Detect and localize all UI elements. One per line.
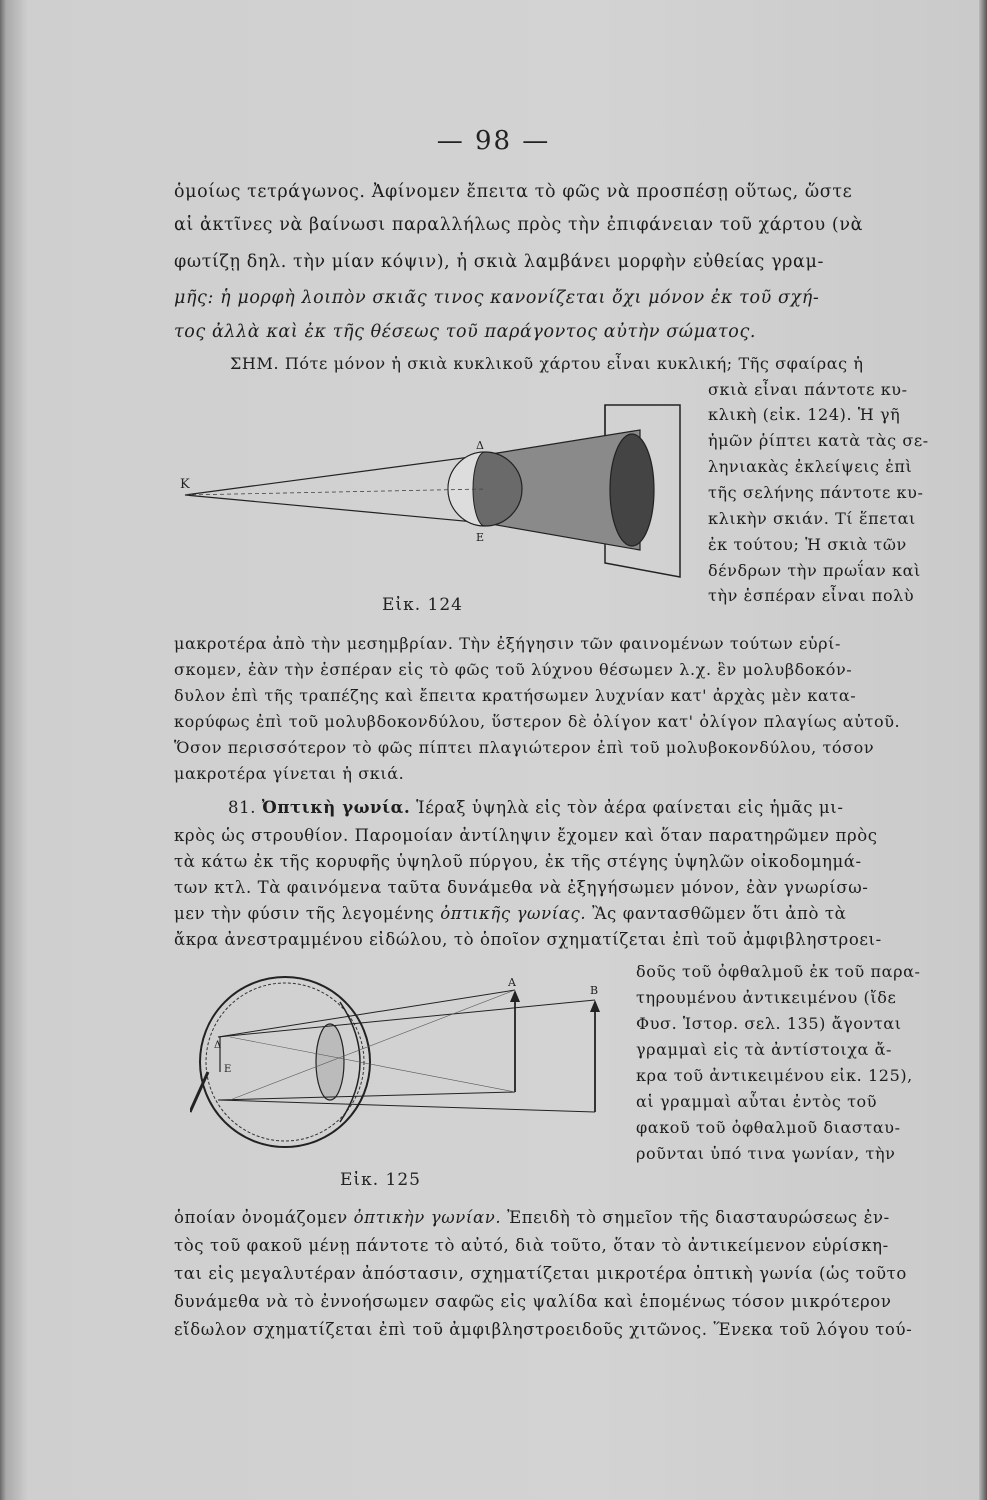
section-81-first-line <box>228 798 844 817</box>
note-side-line: ἐκ τούτου; Ἡ σκιὰ τῶν <box>708 535 907 554</box>
text-line: κρὸς ὡς στρουθίον. Παρομοίαν ἀντίληψιν ἔχομεν καὶ ὅταν παρατηρῶμεν πρὸς <box>174 826 878 845</box>
figure-124-caption: Εἰκ. 124 <box>382 595 463 615</box>
text-line: εἴδωλον σχηματίζεται ἐπὶ τοῦ ἀμφιβληστροειδοῦς χιτῶνος. Ἕνεκα τοῦ λόγου τού- <box>174 1320 913 1339</box>
text-segment: Ἂς φαντασθῶμεν ὅτι ἀπὸ τὰ <box>592 904 847 923</box>
text-line: ται εἰς μεγαλυτέραν ἀπόστασιν, σχηματίζεται μικροτέρα ὀπτικὴ γωνία (ὡς τοῦτο <box>174 1264 907 1283</box>
note-line: Ὅσον περισσότερον τὸ φῶς πίπτει πλαγιώτερον ἐπὶ τοῦ μολυβοκονδύλου, τόσον <box>174 738 875 757</box>
text-line: των κτλ. Τὰ φαινόμενα ταῦτα δυνάμεθα νὰ ἐξηγήσωμεν μόνον, ἐὰν γνωρίσω- <box>174 878 869 897</box>
label-b: Β <box>590 984 599 997</box>
text-segment: μεν τὴν φύσιν τῆς λεγομένης <box>174 904 435 923</box>
figure-125-caption: Εἰκ. 125 <box>340 1170 421 1190</box>
text-segment: Ἐπειδὴ τὸ σημεῖον τῆς διασταυρώσεως ἐν- <box>507 1208 890 1227</box>
text-line: δυνάμεθα νὰ τὸ ἐννοήσωμεν σαφῶς εἰς ψαλίδα καὶ ἑπομένως τόσον μικρότερον <box>174 1292 892 1311</box>
fig-side-line: τηρουμένου ἀντικειμένου (ἴδε <box>636 988 897 1007</box>
note-side-line: σκιὰ εἶναι πάντοτε κυ- <box>708 380 908 399</box>
section-number: 81. <box>228 798 257 817</box>
note-side-line: τὴν ἑσπέραν εἶναι πολὺ <box>708 586 915 605</box>
text-line: μῆς: ἡ μορφὴ λοιπὸν σκιᾶς τινος κανονίζεται ὄχι μόνον ἐκ τοῦ σχή- <box>174 288 820 308</box>
label-e: Ε <box>224 1064 232 1075</box>
note-line: κορύφως ἐπὶ τοῦ μολυβδοκονδύλου, ὕστερον δὲ ὀλίγον κατ' ὀλίγον πλαγίως αὐτοῦ. <box>174 712 901 731</box>
text-line: τὰ κάτω ἐκ τῆς κορυφῆς ὑψηλοῦ πύργου, ἐκ τῆς στέγης ὑψηλῶν οἰκοδομημά- <box>174 852 862 871</box>
fig-side-line: φακοῦ τοῦ ὀφθαλμοῦ διασταυ- <box>636 1118 901 1137</box>
italic-term: ὀπτικῆς γωνίας. <box>440 904 587 923</box>
label-a: Α <box>508 976 516 989</box>
light-cone <box>185 455 485 523</box>
figure-124 <box>180 395 690 585</box>
note-side-line: δένδρων τὴν πρωΐαν καὶ <box>708 561 921 580</box>
note-line: ΣΗΜ. Πότε μόνον ἡ σκιὰ κυκλικοῦ χάρτου εἶναι κυκλική; Τῆς σφαίρας ἡ <box>230 354 864 373</box>
note-side-line: κλικὴ (εἰκ. 124). Ἡ γῆ <box>708 405 901 424</box>
note-side-line: ἡμῶν ῥίπτει κατὰ τὰς σε- <box>708 431 929 450</box>
fig-side-line: γραμμαὶ εἰς τὰ ἀντίστοιχα ἄ- <box>636 1040 893 1059</box>
text-line: τος ἀλλὰ καὶ ἐκ τῆς θέσεως τοῦ παράγοντος αὐτὴν σώματος. <box>174 322 757 342</box>
note-line: μακροτέρα γίνεται ἡ σκιά. <box>174 764 405 783</box>
fig-side-line: αἱ γραμμαὶ αὗται ἐντὸς τοῦ <box>636 1092 878 1111</box>
lens-icon <box>316 1024 344 1100</box>
section-title: Ὀπτικὴ γωνία. <box>261 798 411 817</box>
fig-side-line: κρα τοῦ ἀντικειμένου εἰκ. 125), <box>636 1066 913 1085</box>
shadow-disc <box>610 434 654 546</box>
label-e: Ε <box>476 531 485 544</box>
fig-side-line: ροῦνται ὑπό τινα γωνίαν, τὴν <box>636 1144 896 1163</box>
text-line: αἱ ἀκτῖνες νὰ βαίνωσι παραλλήλως πρὸς τὴν ἐπιφάνειαν τοῦ χάρτου (νὰ <box>174 215 864 235</box>
note-line: μακροτέρα ἀπὸ τὴν μεσημβρίαν. Τὴν ἐξήγησιν τῶν φαινομένων τούτων εὑρί- <box>174 634 842 653</box>
note-line: δυλον ἐπὶ τῆς τραπέζης καὶ ἔπειτα κρατήσωμεν λυχνίαν κατ' ἀρχὰς μὲν κατα- <box>174 686 857 705</box>
label-d: Δ <box>214 1040 222 1051</box>
text-segment: ὁποίαν ὀνομάζομεν <box>174 1208 348 1227</box>
fig-side-line: δοῦς τοῦ ὀφθαλμοῦ ἐκ τοῦ παρα- <box>636 962 921 981</box>
text-line: ἄκρα ἀνεστραμμένου εἰδώλου, τὸ ὁποῖον σχηματίζεται ἐπὶ τοῦ ἀμφιβληστροει- <box>174 930 882 949</box>
text-line: φωτίζῃ δηλ. τὴν μίαν κόψιν), ἡ σκιὰ λαμβάνει μορφὴν εὐθείας γραμ- <box>174 252 824 272</box>
note-side-line: τῆς σελήνης πάντοτε κυ- <box>708 483 924 502</box>
note-side-line: ληνιακὰς ἐκλείψεις ἐπὶ <box>708 457 913 476</box>
italic-term: ὀπτικὴν γωνίαν. <box>353 1208 502 1227</box>
text-line: ὁμοίως τετράγωνος. Ἀφίνομεν ἔπειτα τὸ φῶς νὰ προσπέσῃ οὕτως, ὥστε <box>174 182 853 202</box>
figure-125 <box>190 962 620 1162</box>
note-line: σκομεν, ἐὰν τὴν ἑσπέραν εἰς τὸ φῶς τοῦ λύχνου θέσωμεν λ.χ. ἓν μολυβδοκόν- <box>174 660 853 679</box>
note-side-line: κλικὴν σκιάν. Τί ἕπεται <box>708 509 916 528</box>
page-number: — 98 — <box>436 126 551 156</box>
text-line: τὸς τοῦ φακοῦ μένῃ πάντοτε τὸ αὐτό, διὰ τοῦτο, ὅταν τὸ ἀντικείμενον εὑρίσκη- <box>174 1236 889 1255</box>
label-d: Δ <box>476 439 484 452</box>
page-edge <box>979 0 987 1500</box>
label-k: Κ <box>180 477 190 492</box>
fig-side-line: Φυσ. Ἱστορ. σελ. 135) ἄγονται <box>636 1014 902 1033</box>
text-line <box>174 1208 890 1227</box>
text-line <box>174 904 846 923</box>
section-text: Ἱέραξ ὑψηλὰ εἰς τὸν ἀέρα φαίνεται εἰς ἡμᾶς μι- <box>416 798 844 817</box>
